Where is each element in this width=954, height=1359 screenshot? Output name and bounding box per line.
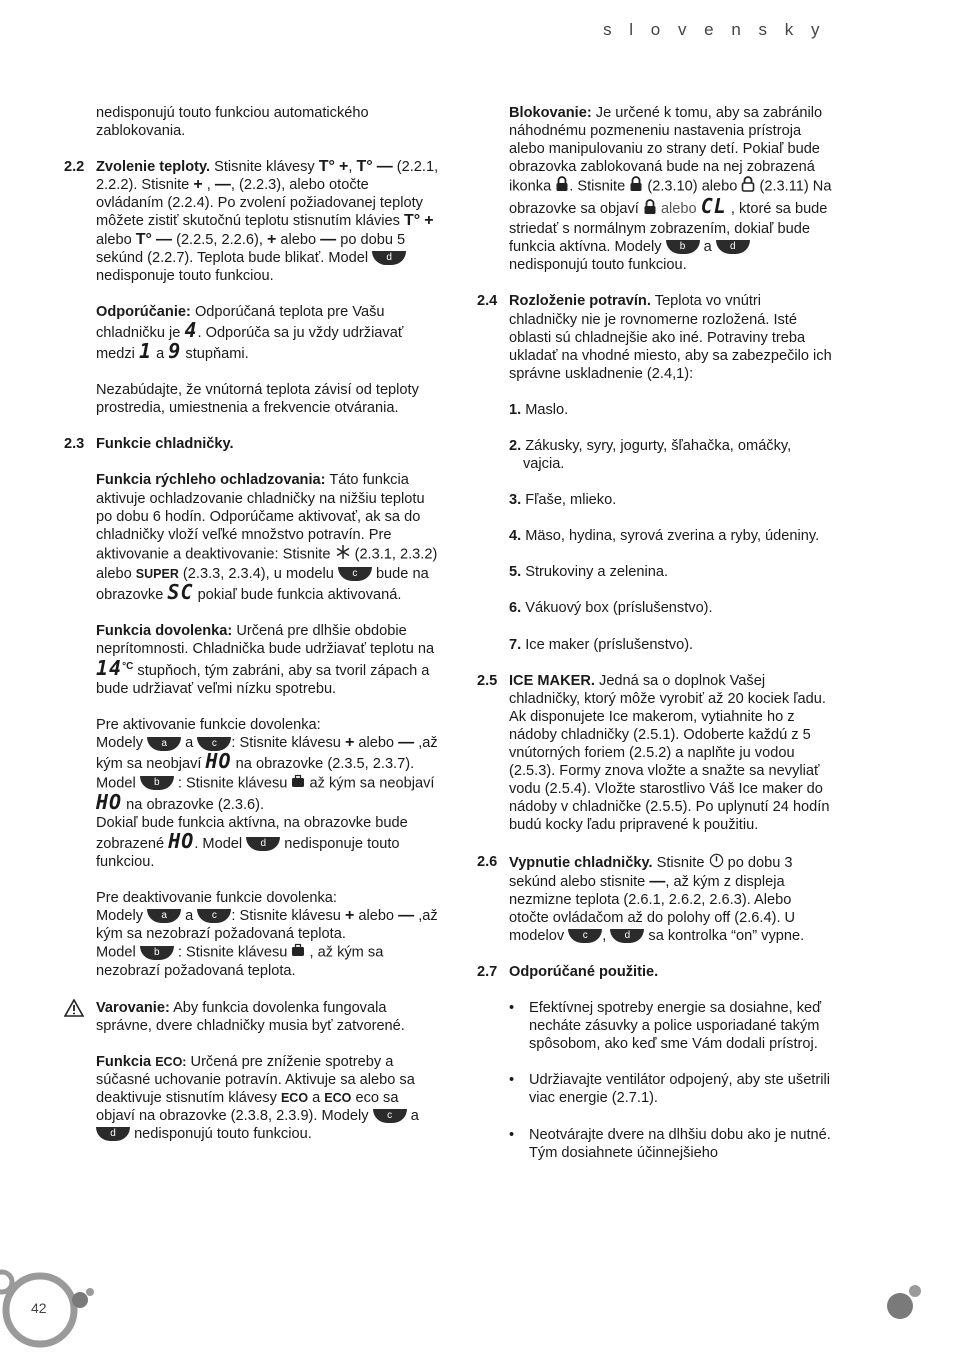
display-sc: SC bbox=[167, 579, 194, 604]
holiday-deactivate-paragraph: Pre deaktivovanie funkcie dovolenka: Modely a a c : Stisnite klávesu + alebo — ,až kým sa nezobrazí požadovaná teplota. Model b : Stisnite klávesu , až kým sa nezobrazí požadovaná teplota. bbox=[96, 890, 438, 980]
display-cl: CL bbox=[700, 194, 727, 219]
snowflake-icon bbox=[335, 544, 351, 565]
list-item: 6. Vákuový box (príslušenstvo). bbox=[509, 600, 713, 617]
suitcase-icon bbox=[291, 943, 305, 962]
right-column bbox=[477, 104, 832, 1180]
eco-key: ECO bbox=[280, 1090, 309, 1105]
warning-paragraph: Varovanie: Aby funkcia dovolenka fungovala správne, dvere chladničky musia byť zatvorené. bbox=[96, 999, 439, 1035]
model-d-badge: d bbox=[246, 837, 280, 851]
t-deg-key: T° bbox=[356, 158, 373, 176]
left-column bbox=[64, 104, 439, 1161]
plus-icon: + bbox=[344, 907, 355, 925]
section-number: 2.7 bbox=[477, 963, 498, 980]
minus-icon: — bbox=[649, 872, 666, 890]
section-2-4: 2.4 Rozloženie potravín. Teplota vo vnútri chladničky nie je rovnomerne rozložená. Isté oblasti sú chladnejšie ako iné. Potraviny treba ukladať na vhodné miesto, aby sa zabezpečilo ich správne uskladnenie (2.4,1): 1. Maslo. 2. Zákusky, syry, jogurty, šľahačka, omáčky, vajcia. 3. Fľaše, mlieko. 4. Mäso, hydina, syrová zverina a ryby, údeniny. 5. Strukoviny a zelenina. 6. Vákuový box (príslušenstvo). 7. Ice maker (príslušenstvo). bbox=[477, 293, 832, 653]
section-number: 2.2 bbox=[64, 159, 85, 176]
t-deg-key: T° bbox=[135, 230, 152, 248]
language-header: s l o v e n s k y bbox=[603, 20, 826, 39]
display-ho: HO bbox=[168, 828, 195, 853]
section-title: Funkcie chladničky. bbox=[96, 436, 234, 453]
display-14: 14 bbox=[96, 656, 123, 681]
lock-closed-icon bbox=[555, 176, 569, 197]
model-d-badge: d bbox=[372, 251, 406, 265]
lock-block bbox=[477, 104, 832, 274]
model-c-badge: c bbox=[338, 567, 372, 581]
corner-decoration-right bbox=[884, 1282, 928, 1327]
minus-icon: — bbox=[398, 734, 415, 752]
model-d-badge: d bbox=[716, 240, 750, 254]
list-item: 4. Mäso, hydina, syrová zverina a ryby, údeniny. bbox=[509, 528, 820, 545]
section-2-6: 2.6 Vypnutie chladničky. Stisnite po dobu 3 sekúnd alebo stisnite —, až kým z displeja nezmizne teplota (2.6.1, 2.6.2, 2.6.3). Alebo otočte ovládačom až do polohy off (2.6.4). U modelov c , d sa kontrolka “on” vypne. bbox=[477, 853, 805, 944]
lock-closed-icon bbox=[629, 176, 643, 197]
model-c-badge: c bbox=[568, 929, 602, 943]
model-b-badge: b bbox=[140, 946, 174, 960]
list-item: 5. Strukoviny a zelenina. bbox=[509, 564, 669, 581]
bullet-item: • Neotvárajte dvere na dlhšiu dobu ako je nutné. Tým dosiahnete účinnejšieho bbox=[509, 1126, 831, 1161]
power-icon bbox=[709, 853, 724, 873]
warning-icon bbox=[64, 999, 84, 1022]
section-number: 2.4 bbox=[477, 293, 498, 310]
lock-paragraph: Blokovanie: Je určené k tomu, aby sa zabránilo náhodnému pozmeneniu nastavenia prístroja alebo manipulovaniu zo strany detí. Pokiaľ bude obrazovka zablokovaná bude na nej zobrazená ikonka . Stisnite (2.3.10) alebo (2.3.11) Na obrazovke sa objaví alebo CL , ktoré sa bude striedať s normálnym zobrazením, dokiaľ bude funkcia aktívna. Modely b a d nedisponujú touto funkciou. bbox=[509, 105, 832, 274]
model-c-badge: c bbox=[197, 737, 231, 751]
note-paragraph: Nezabúdajte, že vnútorná teplota závisí od teploty prostredia, umiestnenia a frekvencie otvárania. bbox=[96, 382, 419, 417]
minus-icon: — bbox=[214, 176, 231, 194]
lock-closed-icon bbox=[643, 199, 657, 220]
section-number: 2.6 bbox=[477, 853, 498, 870]
minus-icon: — bbox=[320, 230, 337, 248]
lock-open-icon bbox=[741, 176, 755, 197]
plus-icon: + bbox=[193, 176, 203, 194]
display-ho: HO bbox=[96, 789, 123, 814]
fast-cooling-paragraph: Funkcia rýchleho ochladzovania: Táto funkcia aktivuje ochladzovanie chladničky na nižšiu teplotu po dobu 6 hodín. Odporúčame aktivovať, ak sa do chladničky vloží veľké množstvo potravín. Pre aktivovanie a deaktivovanie: Stisnite (2.3.1, 2.3.2) alebo SUPER (2.3.3, 2.3.4), u modelu c bude na obrazovke SC pokiaľ bude funkcia aktivovaná. bbox=[96, 472, 438, 604]
display-min: 1 bbox=[139, 339, 153, 364]
eco-paragraph: Funkcia ECO: Určená pre zníženie spotreby a súčasné uchovanie potravín. Aktivuje sa alebo sa deaktivuje stisnutím klávesy ECO a ECO eco sa objaví na obrazovke (2.3.8, 2.3.9). Modely c a d nedisponujú touto funkciou. bbox=[96, 1053, 419, 1143]
plus-icon: + bbox=[424, 212, 434, 230]
section-number: 2.5 bbox=[477, 672, 498, 689]
corner-decoration-left bbox=[0, 1262, 100, 1359]
t-deg-key: T° bbox=[404, 212, 421, 230]
section-2-5: 2.5 ICE MAKER. Jedná sa o doplnok Vašej chladničky, ktorý môže vyrobiť až 20 kociek ľadu. Ak disponujete Ice makerom, vytiahnite ho z nádoby chladničky (2.5.1). Odoberte každú z 5 vnútorných foriem (2.5.2) a naplňte ju vodou (2.5.3). Formy znova vložte a snažte sa nevyliať vodu (2.5.4). Vložte starostlivo Váš Ice maker do nádoby v chladničke (2.5.5). Po uplynutí 24 hodín budú kocky ľadu pripravené k použitiu. bbox=[477, 672, 830, 834]
temp-paragraph: Zvolenie teploty. Stisnite klávesy T° +, T° — (2.2.1, 2.2.2). Stisnite + , —, (2.2.3), alebo otočte ovládaním (2.2.4). Po zvolení požiadovanej teploty môžete zistiť skutočnú teplotu stisnutím klávies T° + alebo T° — (2.2.5, 2.2.6), + alebo — po dobu 5 sekúnd (2.2.7). Teplota bude blikať. Model d nedisponuje touto funkciou. bbox=[96, 158, 439, 284]
intro-continuation: nedisponujú touto funkciou automatického zablokovania. bbox=[96, 105, 369, 140]
bullet-item: • Efektívnej spotreby energie sa dosiahne, keď necháte zásuvky a police usporiadané takým spôsobom, ako keď sme Vám dodali prístroj. bbox=[509, 1000, 822, 1053]
minus-icon: — bbox=[376, 158, 393, 176]
model-c-badge: c bbox=[373, 1109, 407, 1123]
model-b-badge: b bbox=[140, 776, 174, 790]
plus-icon: + bbox=[339, 158, 349, 176]
model-b-badge: b bbox=[666, 240, 700, 254]
list-item: 2. Zákusky, syry, jogurty, šľahačka, omáčky, vajcia. bbox=[509, 438, 792, 473]
display-value: 4 bbox=[184, 317, 198, 342]
display-ho: HO bbox=[205, 749, 232, 774]
t-deg-key: T° bbox=[318, 158, 335, 176]
section-2-7: 2.7 Odporúčané použitie. • Efektívnej spotreby energie sa dosiahne, keď necháte zásuvky a police usporiadané takým spôsobom, ako keď sme Vám dodali prístroj. • Udržiavajte ventilátor odpojený, aby ste ušetrili viac energie (2.7.1). • Neotvárajte dvere na dlhšiu dobu ako je nutné. Tým dosiahnete účinnejšieho bbox=[477, 963, 831, 1161]
bullet-item: • Udržiavajte ventilátor odpojený, aby ste ušetrili viac energie (2.7.1). bbox=[509, 1072, 830, 1107]
list-item: 7. Ice maker (príslušenstvo). bbox=[509, 636, 694, 653]
section-number: 2.3 bbox=[64, 436, 85, 453]
model-d-badge: d bbox=[96, 1127, 130, 1141]
minus-icon: — bbox=[156, 230, 173, 248]
model-c-badge: c bbox=[197, 909, 231, 923]
list-item: 3. Fľaše, mlieko. bbox=[509, 492, 617, 509]
minus-icon: — bbox=[398, 907, 415, 925]
model-a-badge: a bbox=[147, 909, 181, 923]
model-a-badge: a bbox=[147, 737, 181, 751]
page-number: 42 bbox=[31, 1300, 47, 1316]
holiday-paragraph: Funkcia dovolenka: Určená pre dlhšie obdobie neprítomnosti. Chladnička bude udržiavať teplotu na $14^{^\circ C}$ stupňoch, tým zabráni, aby sa tvoril zápach a bude udržiavať veľmi nízku spotrebu. bbox=[96, 623, 435, 698]
suitcase-icon bbox=[291, 774, 305, 793]
list-item: 1. Maslo. bbox=[509, 401, 569, 418]
plus-icon: + bbox=[344, 734, 355, 752]
plus-icon: + bbox=[266, 230, 277, 248]
eco-key: ECO bbox=[324, 1090, 352, 1105]
section-2-2 bbox=[64, 158, 439, 417]
model-d-badge: d bbox=[610, 929, 644, 943]
super-key: SUPER bbox=[135, 566, 179, 581]
display-max: 9 bbox=[168, 339, 182, 364]
recommendation-paragraph: Odporúčanie: Odporúčaná teplota pre Vašu chladničku je 4. Odporúča sa ju vždy udržiavať medzi 1 a 9 stupňami. bbox=[96, 303, 404, 364]
holiday-activate-paragraph: Pre aktivovanie funkcie dovolenka: Modely a a c : Stisnite klávesu + alebo — ,až kým sa neobjaví HO na obrazovke (2.3.5, 2.3.7). Model b : Stisnite klávesu až kým sa neobjaví HO na obrazovke (2.3.6). Dokiaľ bude funkcia aktívna, na obrazovke bude zobrazené HO. Model d nedisponuje touto funkciou. bbox=[96, 717, 438, 870]
section-2-3 bbox=[64, 435, 439, 1143]
